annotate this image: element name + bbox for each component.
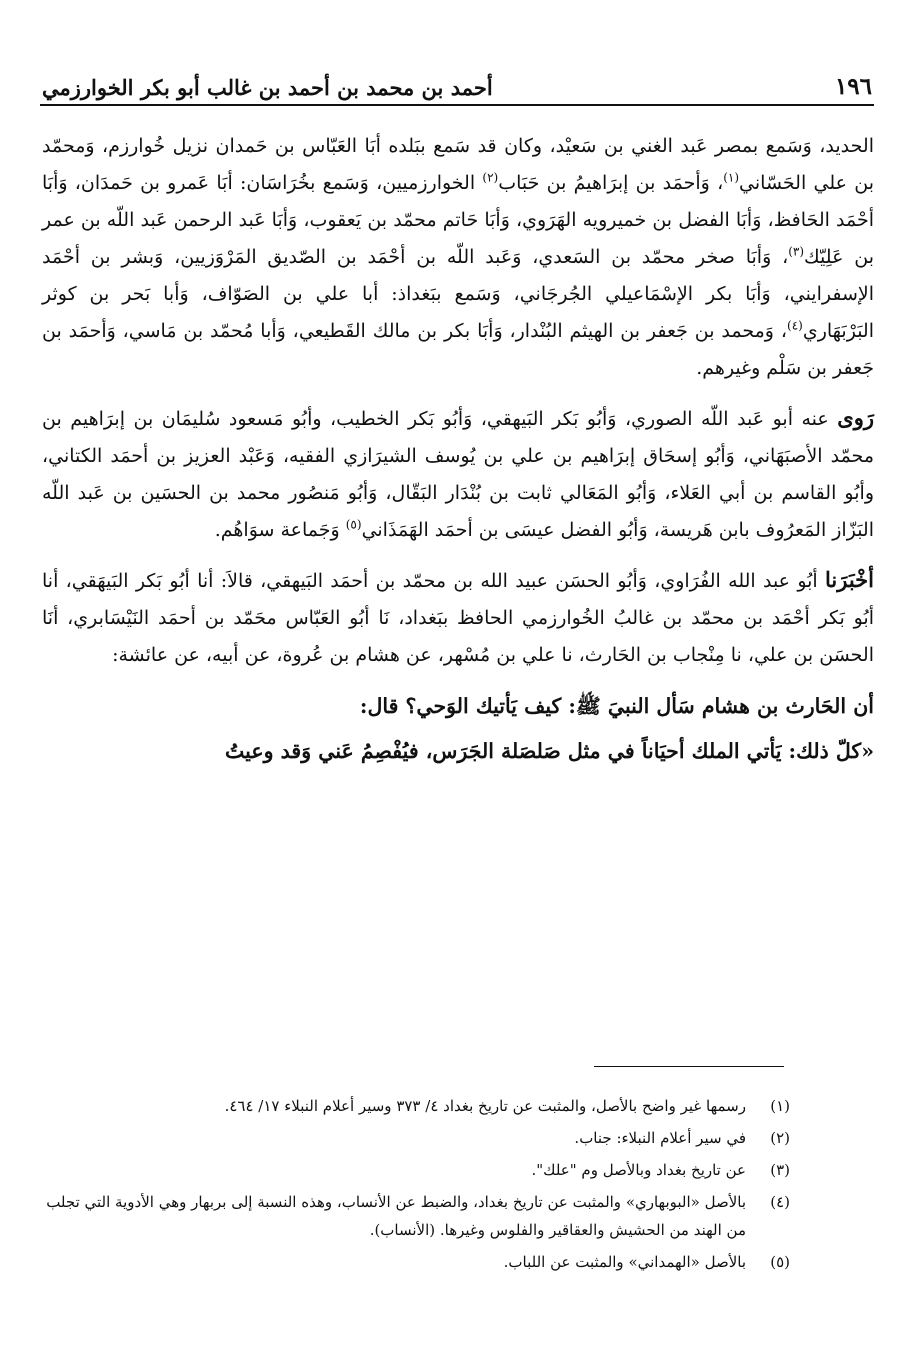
text-run: ، وَمحمد بن جَعفر بن الهيثم البُنْدار، وَأبَا بكر بن مالك القَطيعي، وَأبا مُحمّد بن مَاسي، وَأحمَد بن جَعفر بن سَلْم وغيرهم.: [42, 320, 874, 379]
text-run: ، وَأحمَد بن إبرَاهيمُ بن حَبَاب: [498, 172, 724, 194]
footnote-text: بالأصل «البوبهاري» والمثبت عن تاريخ بغداد، والضبط عن الأنساب، وهذه النسبة إلى بربهار وهي الأدوية التي تجلب من الهند من الحشيش والعقاقير والفلوس وغيرها. (الأنساب).: [46, 1193, 746, 1239]
footnote-text: بالأصل «الهمداني» والمثبت عن اللباب.: [503, 1253, 746, 1271]
footnote-marker-5[interactable]: (٥): [345, 517, 362, 532]
running-header: [42, 62, 872, 100]
text-run: ، وَأبَا صخر محمّد بن السَعدي، وَعَبد اللّه بن أحْمَد بن الصّديق المَرْوَزيين، وَبشر بن أحْمَد الإسفرايني، وَأبَا بكر الإسْمَاعيلي الجُرجَاني، وَسَمع ببَغداذ: أبا علي بن الصَوّاف، وَأبا بَحر بن كوثر البَرْبَهَاري: [42, 246, 874, 342]
footnote-text: في سير أعلام النبلاء: جناب.: [574, 1129, 746, 1147]
footnote-number: (٤): [770, 1193, 790, 1211]
footnote-2: [38, 1124, 790, 1152]
footnote-text: عن تاريخ بغداد وبالأصل وم "علك".: [531, 1161, 746, 1179]
text-run: أبُو عبد الله الفُرَاوي، وَأبُو الحسَن عبيد الله بن محمّد بن أحمَد البَيهقي، قالاَ: أنا أبُو بَكر البَيهَقي، أنا أبُو بَكر أحْمَد بن محمّد بن غالبُ الخُوارزمي الحافظ ببَغداد، نَا أبُو العَبّاس محَمّد بن أحمَد النَيْسَابري، أنَا الحسَن بن علي، نا مِنْجاب بن الحَارث، نا علي بن مُسْهر، عن هشام بن عُروة، عن أبيه، عن عائشة:: [42, 570, 874, 666]
hadith-line-1: أن الحَارث بن هشام سَأل النبيَ ﷺ: كيف يَأتيك الوَحي؟ قال:: [359, 694, 874, 718]
footnote-number: (٣): [770, 1161, 790, 1179]
footnotes: [38, 1092, 790, 1280]
text-run: الحديد، وَسَمع بمصر عَبد الغني بن سَعيْد، وكان قد سَمع ببَلده أبَا العَبّاس بن حَمدان نزيل خُوارزم، وَمحمّد بن علي الحَسّاني: [42, 135, 874, 194]
footnote-separator: [594, 1066, 784, 1067]
paragraph-isnad: [42, 561, 874, 674]
footnote-marker-4[interactable]: (٤): [787, 318, 803, 333]
footnote-5: [38, 1248, 790, 1276]
hadith-line-2: «كلّ ذلك: يَأتي الملك أحيَاناً في مثل صَلصَلة الجَرَس، فيُفْصِمُ عَني وَقد وعيتُ: [225, 739, 874, 763]
text-run: الخوارزميين، وَسَمع بخُرَاسَان: أبَا عَمرو بن حَمدَان، وَأبَا أحْمَد الحَافظ، وَأبَا الفضل بن خميرويه الهَرَوي، وَأبَا حَاتم محمّد بن يَعقوب، وَأبَا عَبد الرحمن عَبد اللّه بن عمر بن عَلِيّك: [42, 172, 874, 268]
paragraph-narrators: [42, 399, 874, 549]
footnote-number: (٢): [770, 1129, 790, 1147]
footnote-3: [38, 1156, 790, 1184]
footnote-text: رسمها غير واضح بالأصل، والمثبت عن تاريخ بغداد ٤/ ٣٧٣ وسير أعلام النبلاء ١٧/ ٤٦٤.: [224, 1097, 746, 1115]
footnote-number: (٥): [770, 1253, 790, 1271]
paragraph-teachers: [42, 128, 874, 387]
text-run: عنه أبو عَبد اللّه الصوري، وَأبُو بَكر البَيهقي، وَأبُو بَكر الخطيب، وأبُو مَسعود سُليمَان بن إبرَاهيم بن محمّد الأصبَهَاني، وَأبُو إسحَاق إبرَاهيم بن علي بن يُوسف الشيرَازي الفقيه، وَعَبْد العزيز بن أحمَد الكتاني، وأبُو القاسم بن أبي العَلاء، وَأبُو المَعَالي ثابت بن بُنْدَار البَقّال، وَأبُو مَنصُور محمد بن الحسَين بن عَبد اللّه البَزّاز المَعرُوف بابن هَريسة، وَأبُو الفضل عيسَى بن أحمَد الهَمَذَاني: [42, 408, 874, 541]
lead-word-akhbarana: أخْبَرَنا: [825, 567, 874, 592]
footnote-marker-1[interactable]: (١): [723, 170, 740, 185]
footnote-number: (١): [770, 1097, 790, 1115]
footnote-marker-3[interactable]: (٣): [788, 244, 805, 259]
footnote-1: [38, 1092, 790, 1120]
main-text: [42, 128, 874, 770]
footnote-4: [38, 1188, 790, 1244]
page-number: ١٩٦: [834, 73, 872, 100]
lead-word-rawa: رَوى: [837, 405, 874, 430]
running-title: أحمد بن محمد بن أحمد بن غالب أبو بكر الخوارزمي: [42, 75, 493, 100]
header-rule: [40, 104, 874, 106]
footnote-marker-2[interactable]: (٢): [482, 170, 499, 185]
text-run: وَجَماعة سوَاهُم.: [214, 519, 346, 541]
